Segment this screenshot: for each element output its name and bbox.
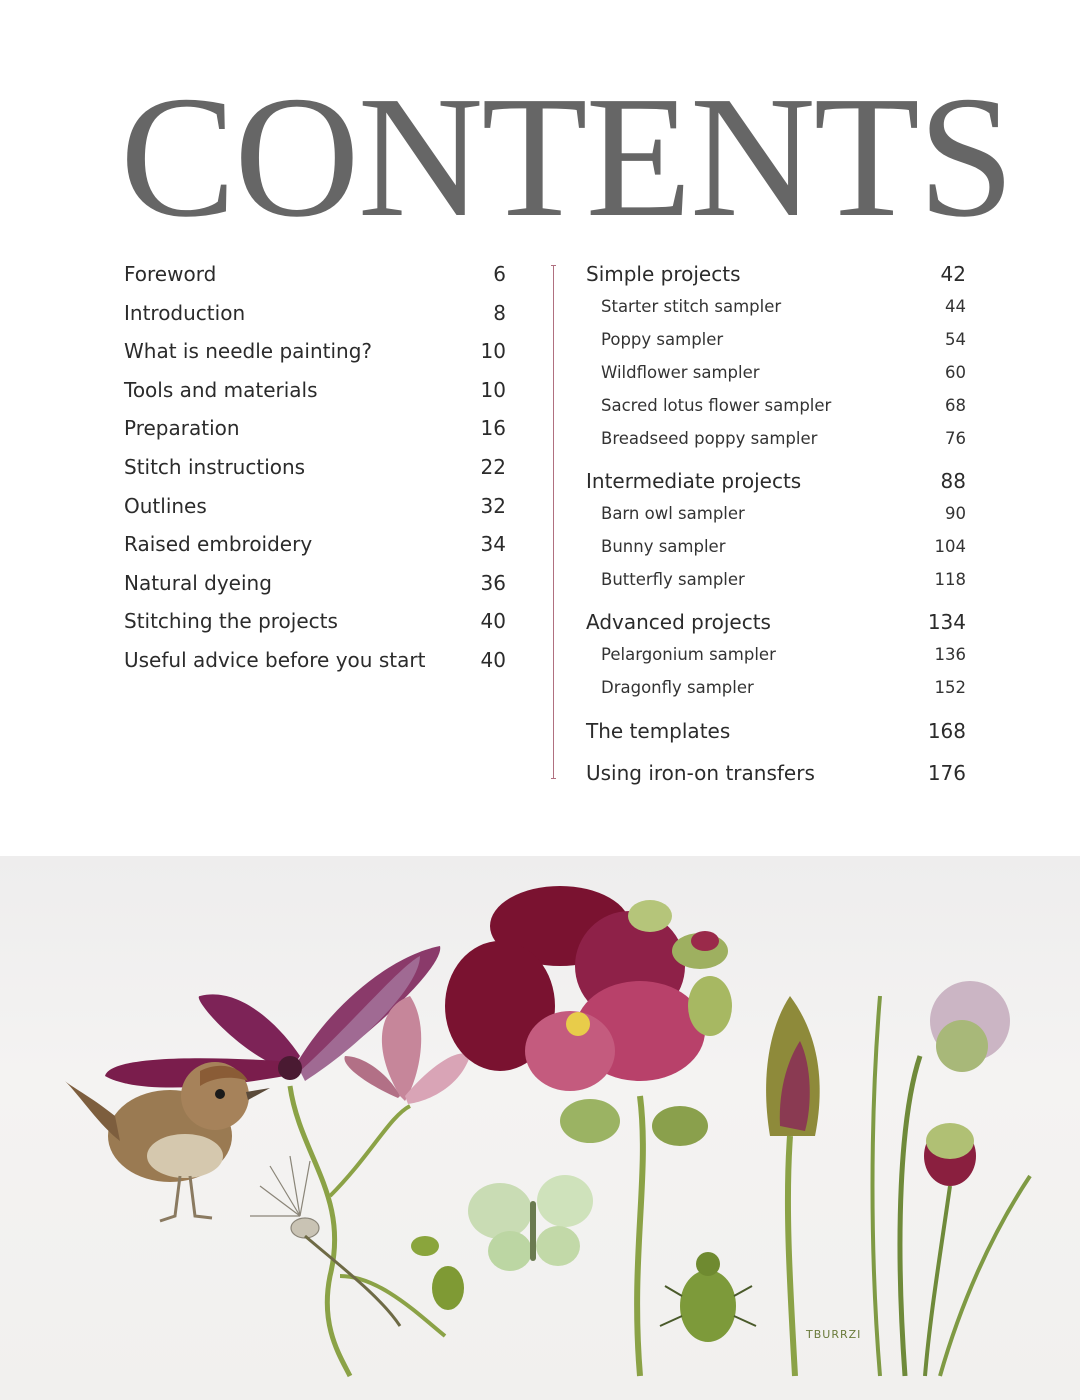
toc-subentry-label: Barn owl sampler: [601, 504, 745, 523]
stem-icon: [330, 1106, 410, 1196]
toc-section-page: 88: [940, 469, 966, 493]
toc-entry[interactable]: [124, 335, 506, 374]
toc-subentry[interactable]: [586, 390, 966, 423]
leaf-icon: [628, 900, 672, 932]
toc-section-page: 168: [927, 719, 966, 743]
toc-section-transfers[interactable]: [586, 757, 966, 790]
toc-entry[interactable]: [124, 412, 506, 451]
toc-entry-page: 22: [480, 454, 506, 479]
toc-subentry-page: 118: [934, 570, 966, 589]
toc-entry-page: 32: [480, 493, 506, 518]
toc-subentry-page: 104: [934, 537, 966, 556]
clover-bud-icon: [924, 1123, 976, 1186]
toc-entry[interactable]: [124, 490, 506, 529]
leaf-icon: [688, 976, 732, 1036]
beetle-icon: [660, 1252, 756, 1342]
toc-subentry-label: Wildflower sampler: [601, 363, 760, 382]
toc-entry-label: Stitch instructions: [124, 454, 306, 479]
toc-entry-page: 10: [480, 339, 506, 364]
toc-subentry-label: Butterfly sampler: [601, 570, 745, 589]
toc-entry[interactable]: [124, 258, 506, 297]
toc-subentry[interactable]: [586, 564, 966, 597]
toc-section-simple[interactable]: [586, 258, 966, 291]
toc-entry-page: 36: [480, 570, 506, 595]
toc-subentry[interactable]: [586, 357, 966, 390]
toc-entry-page: 40: [480, 609, 506, 634]
toc-subentry[interactable]: [586, 291, 966, 324]
artist-signature: TBURRZI: [806, 1328, 862, 1341]
toc-subentry[interactable]: [586, 672, 966, 705]
toc-subentry-label: Bunny sampler: [601, 537, 726, 556]
embroidery-illustration: [0, 856, 1080, 1400]
toc-subentry-page: 76: [945, 429, 966, 448]
toc-section-intermediate[interactable]: [586, 465, 966, 498]
stem-icon: [900, 1056, 920, 1376]
toc-section-label: Using iron-on transfers: [586, 761, 815, 785]
toc-subentry-page: 136: [934, 645, 966, 664]
toc-entry[interactable]: [124, 297, 506, 336]
toc-entry-label: Raised embroidery: [124, 532, 313, 557]
toc-entry[interactable]: [124, 605, 506, 644]
toc-entry-label: Introduction: [124, 300, 246, 325]
toc-entry-label: Foreword: [124, 262, 217, 286]
bud-icon: [691, 931, 719, 951]
toc-subentry[interactable]: [586, 531, 966, 564]
seedpod-icon: [432, 1266, 464, 1310]
toc-entry[interactable]: [124, 374, 506, 413]
column-divider: [553, 265, 554, 779]
toc-subentry-page: 54: [945, 330, 966, 349]
toc-entry[interactable]: [124, 567, 506, 606]
toc-entry[interactable]: [124, 451, 506, 490]
toc-entry-label: Useful advice before you start: [124, 647, 426, 672]
toc-subentry-page: 152: [934, 678, 966, 697]
toc-subentry-page: 44: [945, 297, 966, 316]
toc-subentry[interactable]: [586, 423, 966, 456]
stem-icon: [637, 1096, 643, 1376]
toc-entry-page: 6: [493, 262, 506, 286]
page-title: CONTENTS: [120, 60, 1013, 253]
grass-blade-icon: [940, 1176, 1030, 1376]
grass-blade-icon: [873, 996, 881, 1376]
toc-section-page: 42: [940, 262, 966, 286]
toc-section-label: Advanced projects: [586, 610, 771, 634]
toc-subentry-label: Sacred lotus flower sampler: [601, 396, 832, 415]
toc-subentry-page: 60: [945, 363, 966, 382]
toc-subentry-label: Starter stitch sampler: [601, 297, 782, 316]
toc-subentry-label: Pelargonium sampler: [601, 645, 776, 664]
toc-entry-label: Tools and materials: [124, 377, 318, 402]
leaf-icon: [652, 1106, 708, 1146]
leaf-icon: [411, 1236, 439, 1256]
toc-entry-label: Preparation: [124, 416, 240, 441]
embroidery-artwork: [0, 856, 1080, 1400]
toc-subentry-label: Poppy sampler: [601, 330, 724, 349]
toc-section-label: Simple projects: [586, 262, 741, 286]
stem-icon: [340, 1276, 445, 1336]
toc-entry[interactable]: [124, 528, 506, 567]
toc-section-label: Intermediate projects: [586, 469, 802, 493]
toc-subentry-page: 68: [945, 396, 966, 415]
toc-entry-label: Stitching the projects: [124, 609, 338, 634]
toc-section-advanced[interactable]: [586, 606, 966, 639]
seedhead-icon: [250, 1156, 319, 1238]
leaf-icon: [560, 1099, 620, 1143]
toc-subentry-page: 90: [945, 504, 966, 523]
toc-entry-label: What is needle painting?: [124, 339, 373, 364]
toc-left-column: [124, 258, 506, 683]
toc-subentry-label: Breadseed poppy sampler: [601, 429, 818, 448]
toc-subentry[interactable]: [586, 498, 966, 531]
toc-entry-page: 10: [480, 377, 506, 402]
butterfly-icon: [468, 1175, 593, 1271]
toc-section-page: 176: [927, 761, 966, 785]
toc-entry-page: 8: [493, 300, 506, 325]
toc-entry[interactable]: [124, 644, 506, 683]
toc-entry-label: Natural dyeing: [124, 570, 272, 595]
toc-entry-page: 16: [480, 416, 506, 441]
stem-icon: [925, 1186, 950, 1376]
toc-subentry[interactable]: [586, 324, 966, 357]
toc-subentry-label: Dragonfly sampler: [601, 678, 754, 697]
toc-entry-page: 34: [480, 532, 506, 557]
toc-subentry[interactable]: [586, 639, 966, 672]
lotus-bud-icon: [766, 996, 820, 1376]
toc-right-column: [586, 258, 966, 790]
toc-entry-page: 40: [480, 647, 506, 672]
toc-section-templates[interactable]: [586, 715, 966, 748]
toc-entry-label: Outlines: [124, 493, 207, 518]
toc-section-page: 134: [927, 610, 966, 634]
clover-flower-icon: [930, 981, 1010, 1072]
toc-section-label: The templates: [586, 719, 731, 743]
